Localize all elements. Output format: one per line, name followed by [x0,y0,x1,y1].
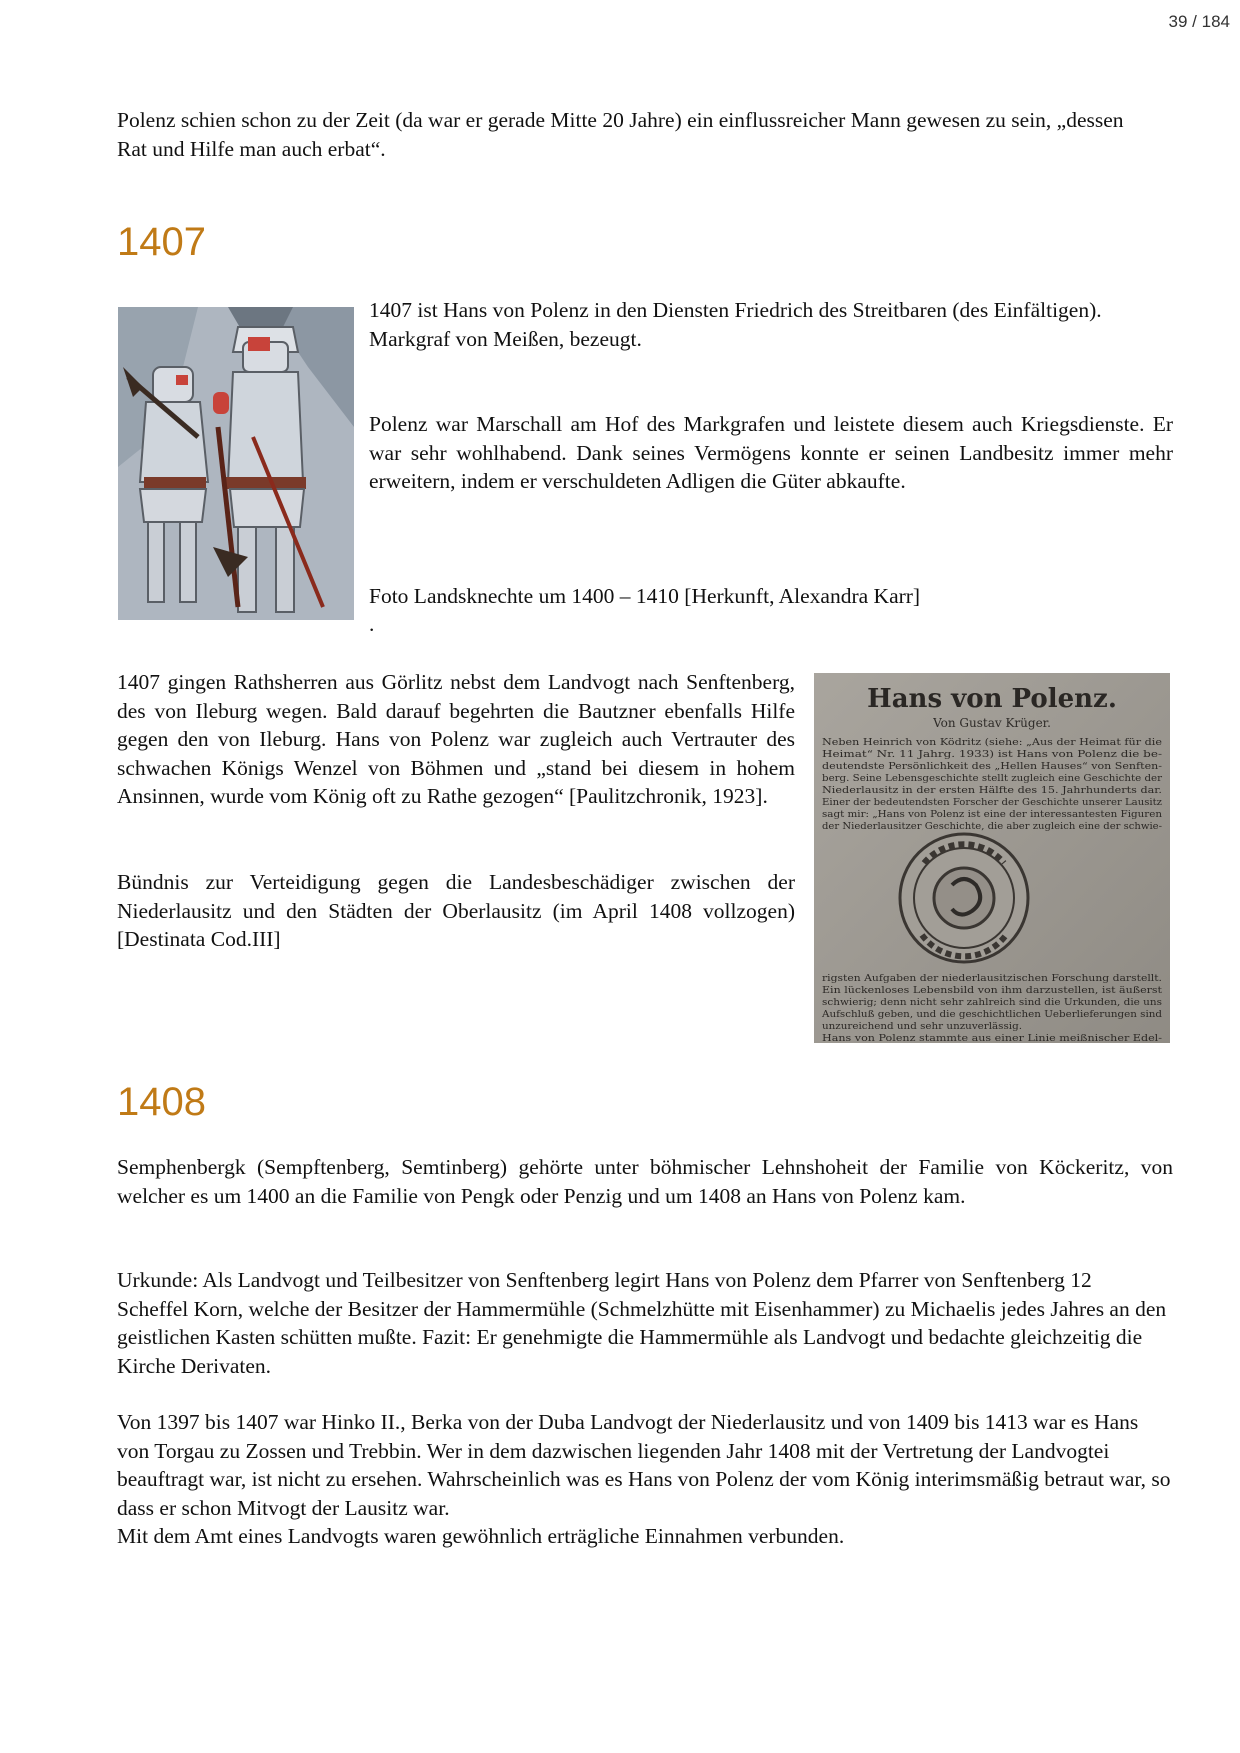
clipping-line: Neben Heinrich von Ködritz (siehe: „Aus der Heimat für die [822,737,1163,748]
paragraph-1408-semphenbergk: Semphenbergk (Sempftenberg, Semtinberg) gehörte unter böhmischer Lehnshoheit der Familie von Köckeritz, von welcher es um 1400 an die Familie von Pengk oder Penzig und um 1408 an Hans von Polenz kam. [117,1155,1173,1208]
year-heading-1408: 1408 [117,1080,206,1124]
paragraph-1408-einnahmen: Mit dem Amt eines Landvogts waren gewöhnlich erträgliche Einnahmen verbunden. [117,1524,845,1548]
paragraph-1407-marschall: Polenz war Marschall am Hof des Markgrafen und leistete diesem auch Kriegsdienste. Er war sehr wohlhabend. Dank seines Vermögens konnte er seinen Landbesitz immer mehr erweitern, indem er verschuldeten Adligen die Güter abkaufte. [369,412,1173,493]
clipping-line: Niederlausitz in der ersten Hälfte des 15. Jahrhunderts dar. [822,785,1162,796]
clipping-line: Ein lückenloses Lebensbild von ihm darzustellen, ist äußerst [822,985,1163,996]
knights-fresco-image [118,307,354,620]
clipping-line: unzureichend und sehr unzuverlässig. [822,1021,1022,1032]
clipping-line: Aufschluß geben, und die geschichtlichen Ueberlieferungen sind [820,1009,1162,1020]
paragraph-1407-buendnis: Bündnis zur Verteidigung gegen die Landesbeschädiger zwischen der Niederlausitz und den Städten der Oberlausitz (im April 1408 vollzogen) [Destinata Cod.III] [117,870,795,951]
clipping-line: deutendste Persönlichkeit des „Hellen Hauses“ von Senften- [822,761,1162,772]
year-heading-1407: 1407 [117,220,206,264]
paragraph-1407-goerlitz: 1407 gingen Rathsherren aus Görlitz nebst dem Landvogt nach Senftenberg, des von Ileburg wegen. Bald darauf begehrten die Bautzner ebenfalls Hilfe gegen den von Ileburg. Hans von Polenz war zugleich auch Vertrauter des schwachen Königs Wenzel von Böhmen und „stand bei diesem in hohem Ansinnen, wurde vom König oft zu Rathe gezogen“ [Paulitzchronik, 1923]. [117,670,795,808]
clipping-line: der Niederlausitzer Geschichte, die aber zugleich eine der schwie- [822,821,1162,832]
intro-paragraph: Polenz schien schon zu der Zeit (da war er gerade Mitte 20 Jahre) ein einflussreicher Mann gewesen zu sein, „dessen Rat und Hilfe man auch erbat“. [117,108,1124,161]
clipping-line: Hans von Polenz stammte aus einer Linie meißnischer Edel- [822,1033,1162,1043]
paragraph-1408-landvogt: Von 1397 bis 1407 war Hinko II., Berka von der Duba Landvogt der Niederlausitz und von 1409 bis 1413 war es Hans von Torgau zu Zossen und Trebbin. Wer in dem dazwischen liegenden Jahr 1408 mit der Vertretung der Landvogtei beauftragt war, ist nicht zu ersehen. Wahrscheinlich was es Hans von Polenz der vom König interimsmäßig betraut war, so dass er schon Mitvogt der Lausitz war. [117,1410,1171,1520]
caption-landsknechte: Foto Landsknechte um 1400 – 1410 [Herkunft, Alexandra Karr] [369,584,921,608]
clipping-line: sagt mir: „Hans von Polenz ist eine der interessantesten Figuren [822,809,1162,820]
clipping-byline: Von Gustav Krüger. [933,716,1051,730]
paragraph-1407-service: 1407 ist Hans von Polenz in den Diensten Friedrich des Streitbaren (des Einfältigen). Markgraf von Meißen, bezeugt. [369,298,1102,351]
seal-illustration [900,834,1028,962]
clipping-line: schwierig; denn nicht sehr zahlreich sind die Urkunden, die uns [822,997,1163,1008]
page-number: 39 / 184 [1168,12,1230,31]
clipping-line: Einer der bedeutendsten Forscher der Geschichte unserer Lausitz [822,797,1162,808]
newspaper-clipping-image [814,673,1170,1043]
clipping-title: Hans von Polenz. [867,684,1117,714]
clipping-line: Heimat“ Nr. 11 Jahrg. 1933) ist Hans von Polenz die be- [822,749,1162,760]
paragraph-1408-urkunde: Urkunde: Als Landvogt und Teilbesitzer von Senftenberg legirt Hans von Polenz dem Pfarrer von Senftenberg 12 Scheffel Korn, welche der Besitzer der Hammermühle (Schmelzhütte mit Eisenhammer) zu Michaelis jedes Jahres an den geistlichen Kasten schütten mußte. Fazit: Er genehmigte die Hammermühle als Landvogt und bedachte gleichzeitig die Kirche Derivaten. [117,1268,1167,1378]
caption-dot: . [369,612,375,636]
clipping-line: rigsten Aufgaben der niederlausitzischen Forschung darstellt. [822,973,1162,984]
clipping-line: berg. Seine Lebensgeschichte stellt zugleich eine Geschichte der [822,773,1163,784]
